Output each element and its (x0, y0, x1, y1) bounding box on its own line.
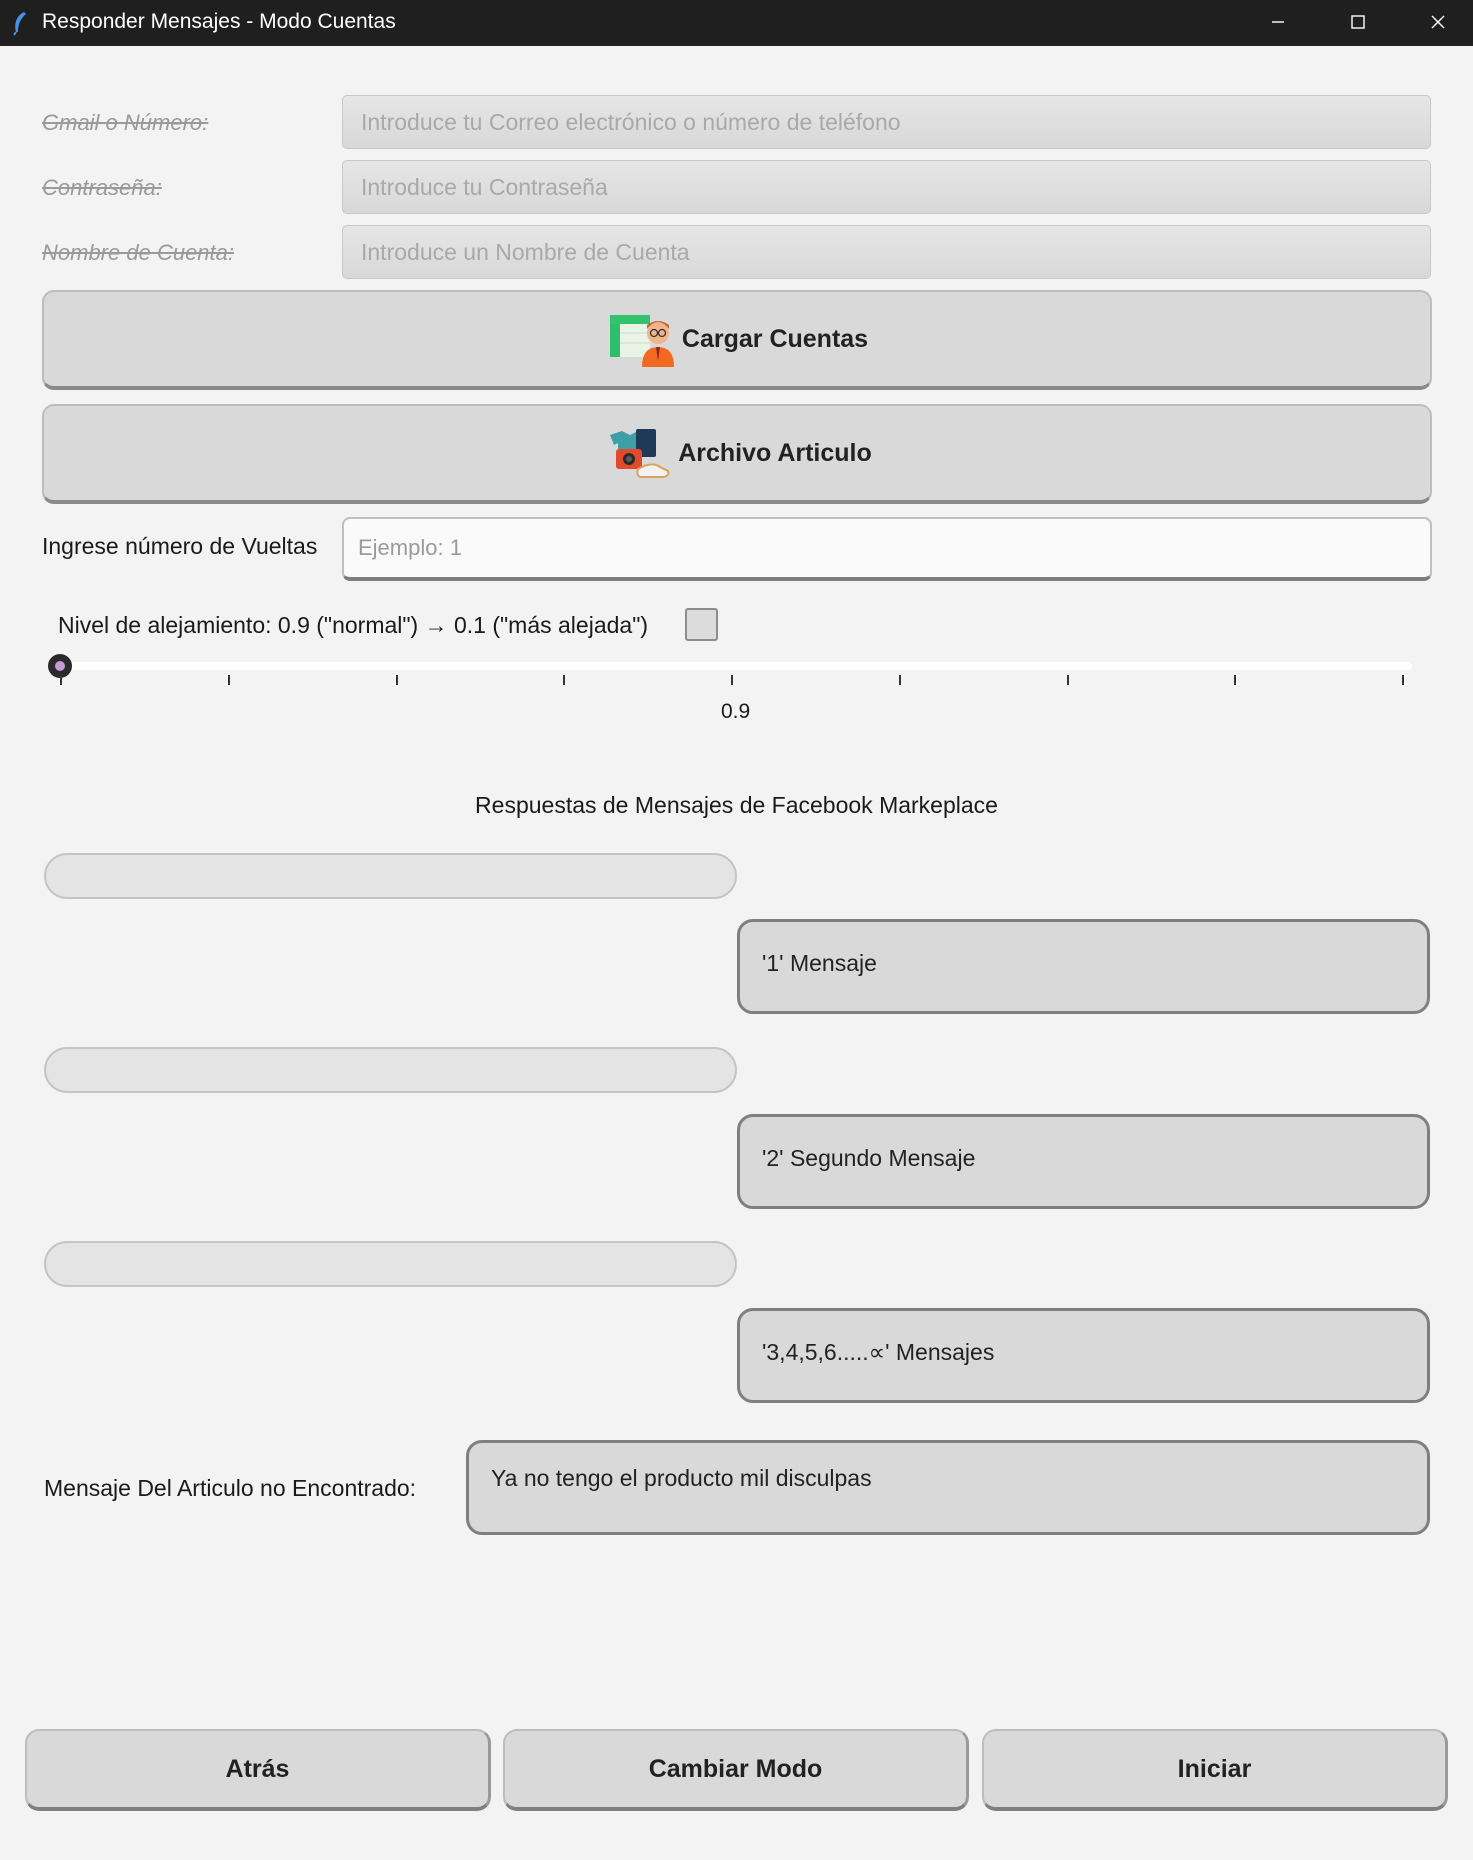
gmail-label: Gmail o Número: (42, 110, 209, 135)
gmail-input[interactable]: Introduce tu Correo electrónico o número de teléfono (342, 95, 1431, 149)
message-box-2[interactable]: '2' Segundo Mensaje (737, 1114, 1430, 1209)
minimize-icon (1270, 14, 1286, 30)
account-name-input[interactable]: Introduce un Nombre de Cuenta (342, 225, 1431, 279)
maximize-button[interactable] (1318, 0, 1398, 44)
slider-tick (1234, 675, 1236, 685)
window-title: Responder Mensajes - Modo Cuentas (42, 10, 396, 33)
close-button[interactable] (1398, 0, 1473, 44)
password-input[interactable]: Introduce tu Contraseña (342, 160, 1431, 214)
slider-tick (731, 675, 733, 685)
slider-tick (396, 675, 398, 685)
password-label: Contraseña: (42, 175, 162, 200)
vueltas-input[interactable]: Ejemplo: 1 (342, 517, 1432, 581)
slider-tick (1402, 675, 1404, 685)
slider-tick (1067, 675, 1069, 685)
slider-tick (899, 675, 901, 685)
distance-level-label: Nivel de alejamiento: 0.9 ("normal") → 0.1 ("más alejada") (58, 612, 649, 638)
slider-track (60, 662, 1412, 670)
slider-tick (228, 675, 230, 685)
article-file-label: Archivo Articulo (678, 438, 872, 467)
spreadsheet-person-icon (606, 311, 678, 367)
vueltas-label: Ingrese número de Vueltas (42, 533, 318, 559)
slider-tick (563, 675, 565, 685)
back-button[interactable]: Atrás (25, 1729, 491, 1811)
clothes-camera-shoe-icon (602, 425, 674, 481)
reply-input-2[interactable] (44, 1047, 737, 1093)
not-found-message-input[interactable]: Ya no tengo el producto mil disculpas (466, 1440, 1430, 1535)
start-button[interactable]: Iniciar (982, 1729, 1448, 1811)
reply-input-3[interactable] (44, 1241, 737, 1287)
maximize-icon (1350, 14, 1366, 30)
reply-input-1[interactable] (44, 853, 737, 899)
quill-icon (10, 10, 30, 36)
slider-tick (60, 675, 62, 685)
title-bar (0, 0, 1473, 46)
change-mode-button[interactable]: Cambiar Modo (503, 1729, 969, 1811)
not-found-label: Mensaje Del Articulo no Encontrado: (44, 1475, 417, 1501)
replies-title: Respuestas de Mensajes de Facebook Markeplace (475, 792, 998, 818)
article-file-button[interactable] (42, 404, 1432, 504)
message-box-3[interactable]: '3,4,5,6.....∝' Mensajes (737, 1308, 1430, 1403)
load-accounts-button[interactable] (42, 290, 1432, 390)
load-accounts-label: Cargar Cuentas (681, 324, 869, 353)
slider-value: 0.9 (721, 700, 751, 723)
minimize-button[interactable] (1238, 0, 1318, 44)
message-box-1[interactable]: '1' Mensaje (737, 919, 1430, 1014)
distance-level-slider[interactable] (60, 652, 1412, 692)
close-icon (1430, 14, 1446, 30)
account-name-label: Nombre de Cuenta: (42, 240, 234, 265)
distance-level-checkbox[interactable] (685, 608, 718, 641)
